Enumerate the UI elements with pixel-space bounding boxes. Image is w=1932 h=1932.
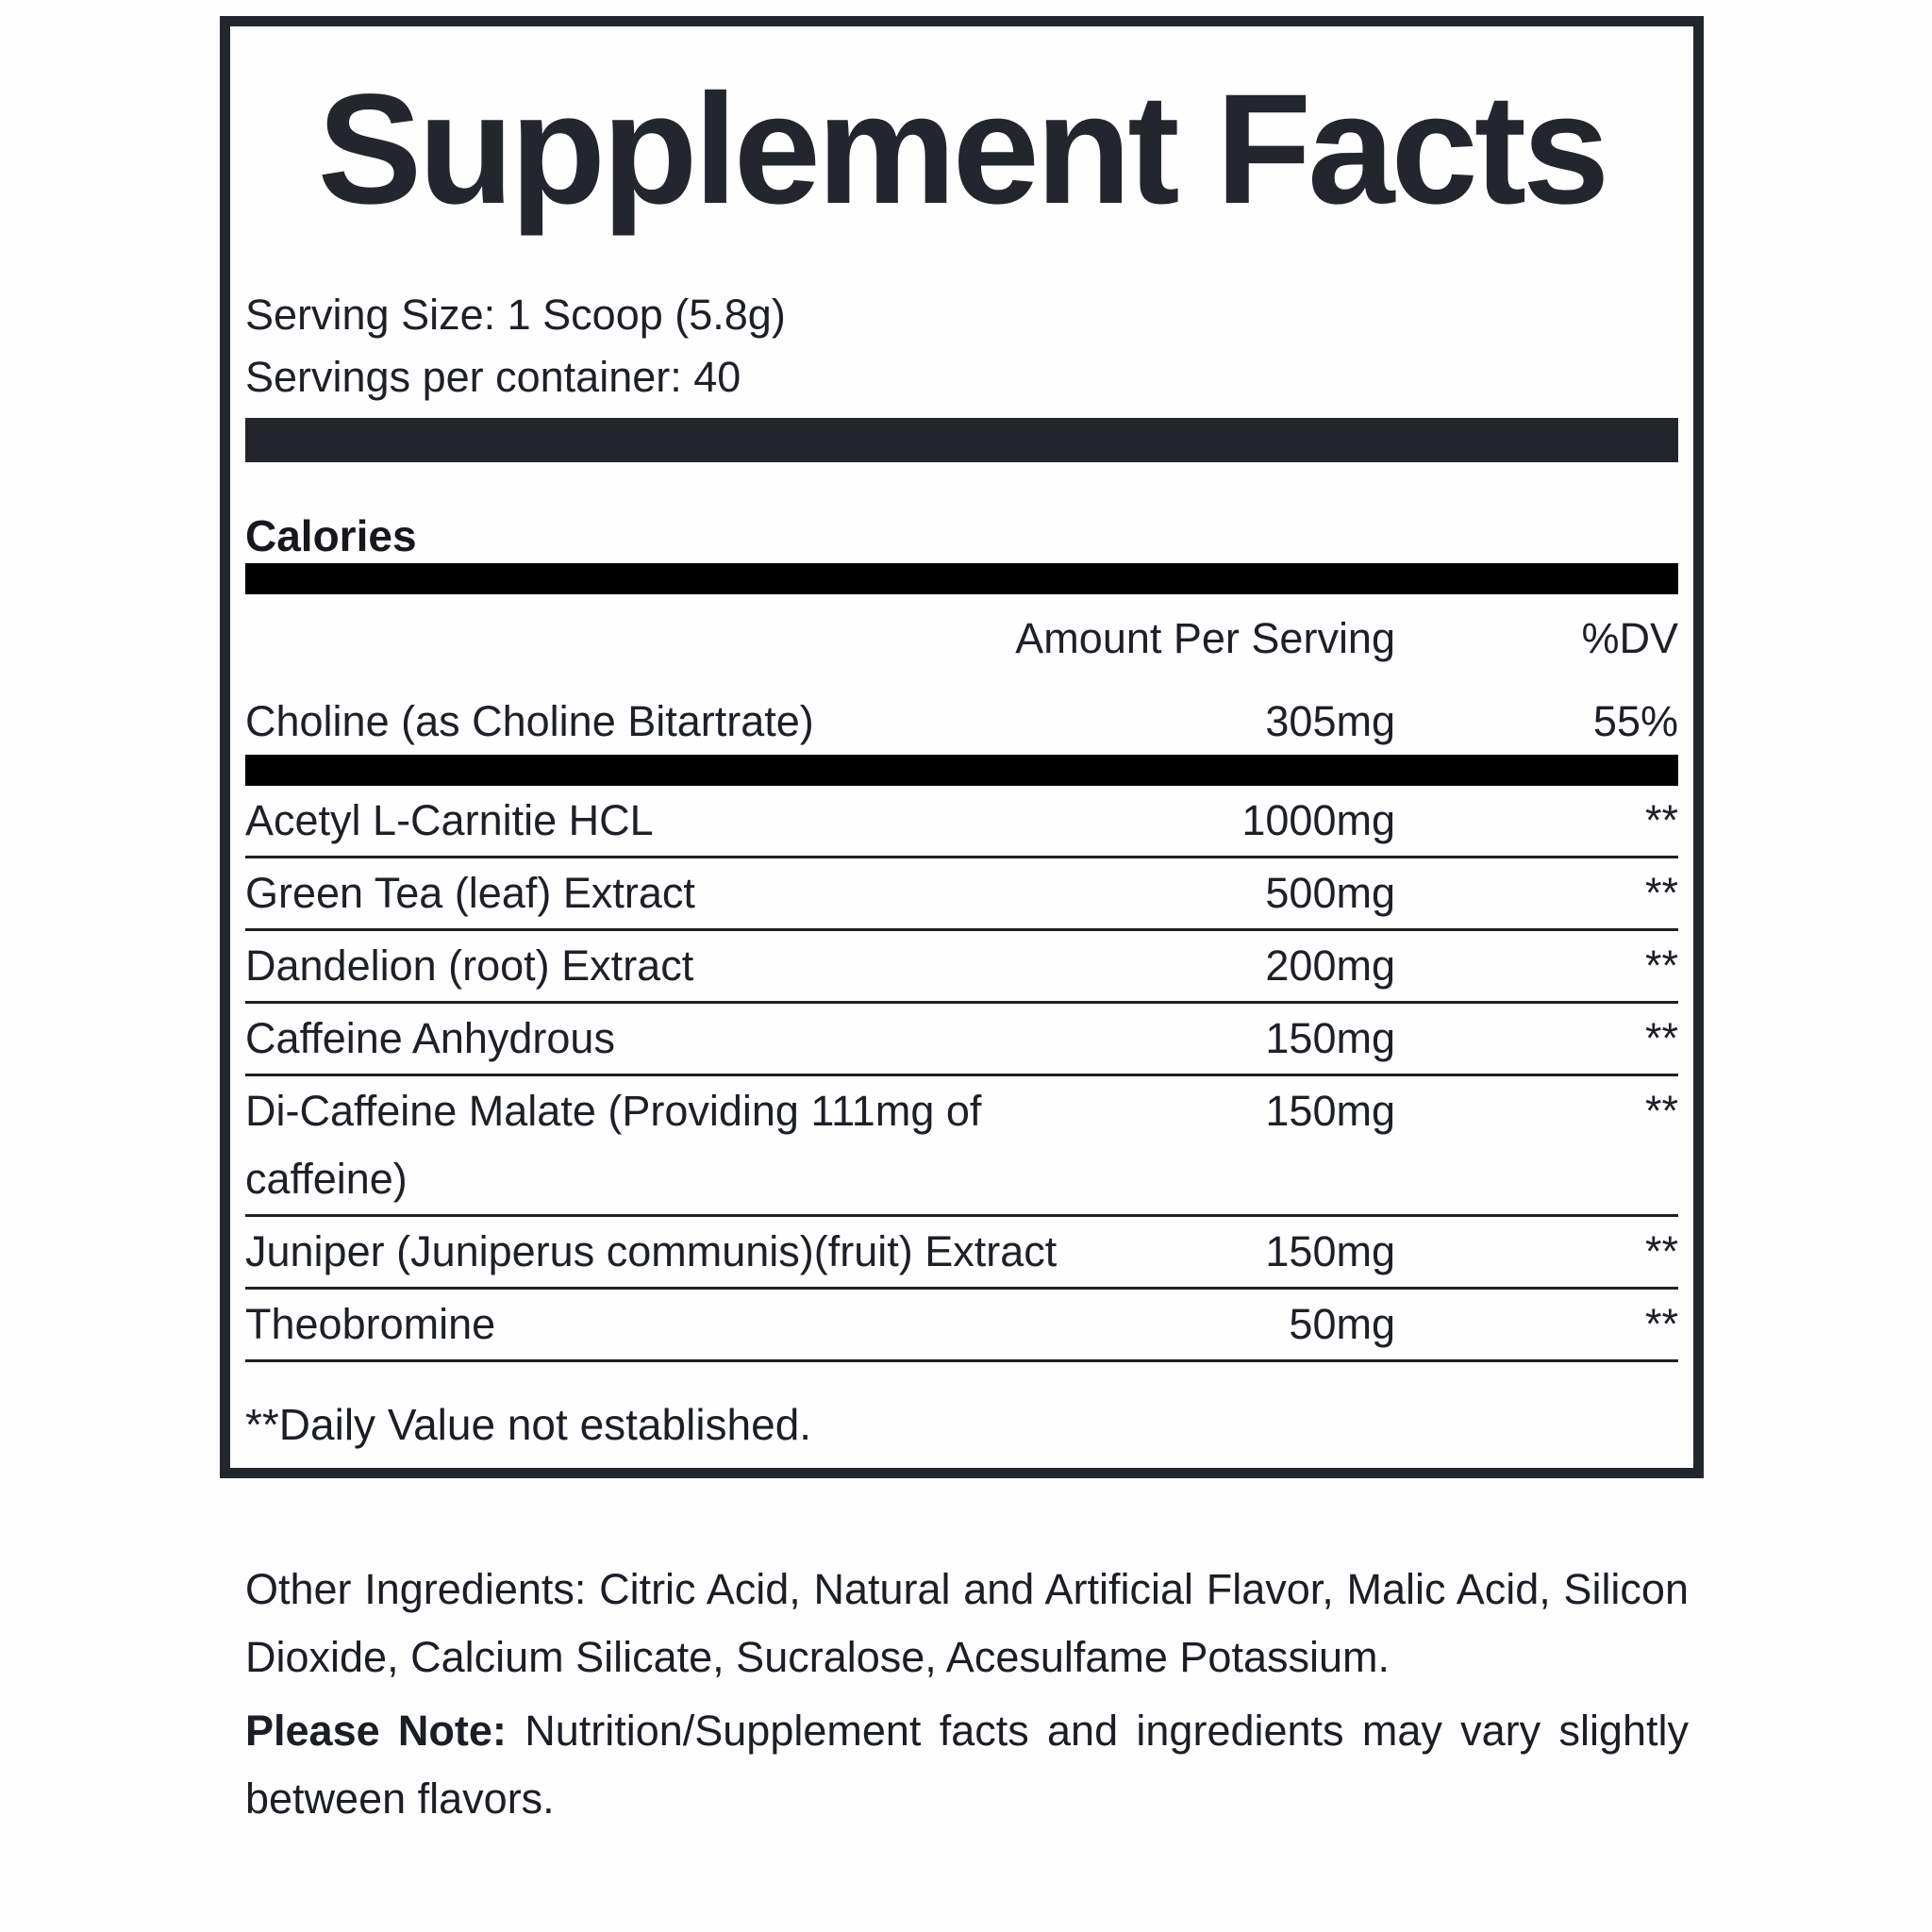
table-row — [245, 1076, 1678, 1217]
ingredient-amount: 200mg — [1265, 941, 1395, 991]
ingredient-amount: 150mg — [1265, 1014, 1395, 1063]
please-note-paragraph — [245, 1697, 1689, 1833]
ingredient-dv: ** — [1644, 941, 1678, 991]
ingredient-dv: ** — [1644, 1014, 1678, 1063]
ingredient-name: Caffeine Anhydrous — [245, 1014, 615, 1063]
footer-notes — [245, 1556, 1689, 1833]
ingredient-amount: 500mg — [1265, 869, 1395, 918]
divider-bar-top — [245, 418, 1678, 462]
ingredient-name: Juniper (Juniperus communis)(fruit) Extract — [245, 1227, 1058, 1276]
ingredient-name: Dandelion (root) Extract — [245, 941, 694, 991]
table-row — [245, 1217, 1678, 1290]
serving-size-text: Serving Size: 1 Scoop (5.8g) — [245, 291, 786, 340]
column-header-dv: %DV — [1581, 614, 1678, 663]
calories-label: Calories — [245, 511, 417, 561]
ingredient-name: Di-Caffeine Malate (Providing 111mg of caffeine) — [245, 1087, 982, 1204]
ingredient-name: Green Tea (leaf) Extract — [245, 869, 695, 918]
ingredient-amount: 1000mg — [1241, 796, 1395, 845]
ingredient-amount: 150mg — [1265, 1227, 1395, 1276]
table-row — [245, 786, 1678, 858]
ingredient-amount: 150mg — [1265, 1087, 1395, 1136]
divider-bar-choline — [245, 755, 1678, 786]
ingredient-amount: 50mg — [1289, 1300, 1395, 1349]
ingredient-name: Theobromine — [245, 1300, 496, 1349]
table-row — [245, 858, 1678, 931]
ingredient-amount: 305mg — [1265, 697, 1395, 746]
ingredient-dv: ** — [1644, 1087, 1678, 1136]
daily-value-footnote: **Daily Value not established. — [245, 1400, 812, 1450]
divider-bar-calories — [245, 563, 1678, 594]
table-row-choline — [245, 697, 1678, 746]
panel-title: Supplement Facts — [317, 62, 1607, 237]
column-header-amount-per-serving: Amount Per Serving — [1015, 614, 1395, 663]
ingredient-dv: ** — [1644, 1227, 1678, 1276]
ingredient-dv: ** — [1644, 796, 1678, 845]
table-row — [245, 1004, 1678, 1076]
servings-per-container-text: Servings per container: 40 — [245, 353, 741, 402]
please-note-label: Please Note: — [245, 1707, 507, 1755]
table-header-row — [245, 614, 1678, 663]
ingredient-dv: ** — [1644, 1300, 1678, 1349]
ingredient-name: Acetyl L-Carnitie HCL — [245, 796, 654, 845]
table-row — [245, 931, 1678, 1004]
ingredient-dv: 55% — [1592, 697, 1678, 746]
serving-info — [245, 284, 1678, 408]
ingredient-dv: ** — [1644, 869, 1678, 918]
please-note-text: Nutrition/Supplement facts and ingredients may vary slightly between flavors. — [245, 1707, 1689, 1823]
other-ingredients-text: Other Ingredients: Citric Acid, Natural and Artificial Flavor, Malic Acid, Silicon Dioxide, Calcium Silicate, Sucralose, Acesulfame Potassium. — [245, 1565, 1689, 1681]
ingredient-table — [245, 786, 1678, 1362]
ingredient-name: Choline (as Choline Bitartrate) — [245, 697, 814, 746]
table-row — [245, 1290, 1678, 1362]
supplement-facts-panel — [220, 16, 1704, 1478]
